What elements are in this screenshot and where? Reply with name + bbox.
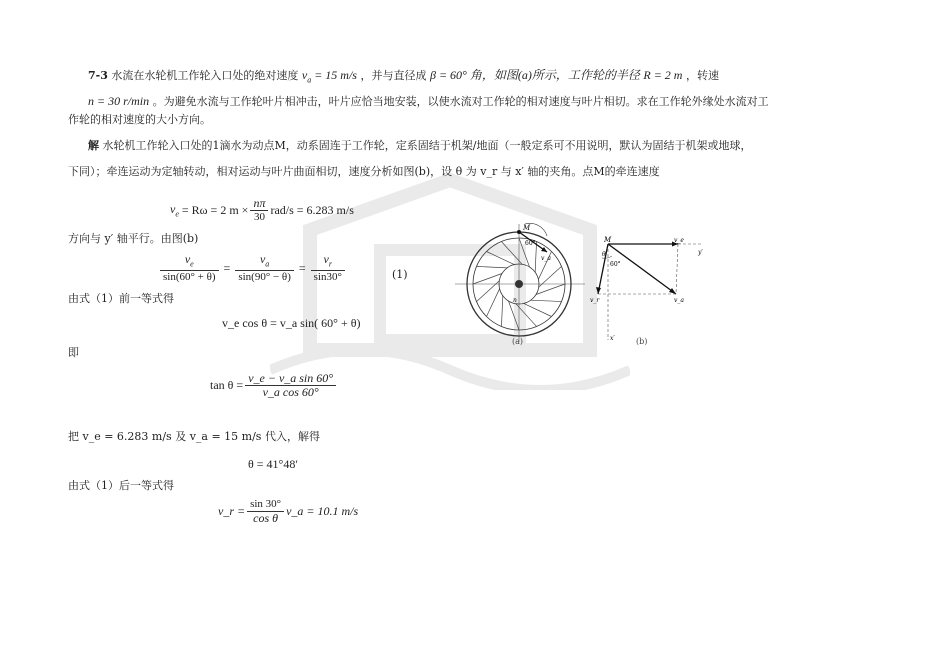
figure-a-caption: (a) bbox=[512, 337, 524, 346]
problem-line-2: n = 30 r/min 。为避免水流与工作轮叶片相冲击，叶片应恰当地安装，以使水流对工作轮的相对速度与叶片相切。求在工作轮外缘处水流对工 bbox=[88, 94, 769, 108]
direction-text: 方向与 y′ 轴平行。由图(b) bbox=[68, 232, 199, 245]
fig-b-label-y: y′ bbox=[698, 249, 703, 256]
from-eq1-first: 由式（1）前一等式得 bbox=[68, 292, 174, 305]
turbine-blade bbox=[531, 300, 562, 301]
equation-5: v_r = $\frac{\sin 30^\circ}{\text{cos θ}}$ v_a = 10.1 m/s bbox=[218, 498, 359, 525]
fig-b-label-m: M bbox=[604, 236, 612, 244]
fig-a-label-n: n bbox=[513, 297, 517, 304]
fig-a-label-va: v_a bbox=[541, 255, 551, 262]
equation-1-tag: (1) bbox=[392, 268, 408, 281]
ji-text: 即 bbox=[68, 346, 79, 359]
fig-b-label-ve: v_e bbox=[674, 237, 684, 244]
fig-b-label-theta: θ bbox=[602, 251, 606, 258]
figure-b-velocity-diagram bbox=[590, 236, 715, 344]
fig-b-label-va: v_a bbox=[674, 297, 684, 304]
substitution-text: 把 v_e = 6.283 m/s 及 v_a = 15 m/s 代入，解得 bbox=[68, 430, 320, 443]
turbine-blade bbox=[524, 303, 552, 316]
turbine-blade bbox=[477, 266, 508, 267]
equation-ve: $v_e$ = Rω = 2 m × $\frac{n\pi}{30}$ rad/s = 6.283 m/s bbox=[170, 196, 354, 223]
turbine-blade bbox=[487, 289, 500, 317]
equation-4: θ = 41°48′ bbox=[248, 457, 298, 471]
fig-b-label-vr: v_r bbox=[590, 297, 600, 304]
solution-line-2: 下同）；牵连运动为定轴转动，相对运动与叶片曲面相切，速度分析如图(b)，设 θ 为 v_r 与 x′ 轴的夹角。点M的牵连速度 bbox=[68, 165, 660, 178]
va-arrow bbox=[608, 244, 676, 294]
fig-a-label-angle: 60° bbox=[525, 240, 536, 247]
equation-2: v_e cos θ = v_a sin( 60° + θ) bbox=[222, 316, 361, 330]
figure-a-turbine-wheel bbox=[455, 222, 585, 344]
turbine-blade bbox=[501, 296, 502, 327]
solution-line-1: 解 水轮机工作轮入口处的1滴水为动点M，动系固连于工作轮，定系固结于机架/地面（一般定系可不用说明，默认为固结于机架或地球， bbox=[88, 139, 752, 152]
fig-b-label-x: x′ bbox=[610, 335, 615, 342]
fig-b-label-angle: 60° bbox=[610, 261, 621, 268]
turbine-blade bbox=[487, 252, 515, 265]
equation-1: $\frac{v_e}{\sin(60^\circ + \theta)}$ = $\frac{v_a}{\sin(90^\circ - \theta)}$ = $\frac{v_r}{\sin 30^\circ}$ bbox=[158, 253, 347, 284]
problem-line-3: 作轮的相对速度的大小方向。 bbox=[68, 113, 211, 126]
solution-label: 解 bbox=[88, 139, 99, 152]
problem-line-1: 7-3 水流在水轮机工作轮入口处的绝对速度 $v_a = 15$ m/s ，并与直径成 β = 60° 角，如图(a)所示，工作轮的半径 R = 2 m ，转速 bbox=[88, 68, 719, 85]
fig-a-label-m: M bbox=[523, 224, 531, 232]
figure-b-caption: (b) bbox=[636, 337, 648, 346]
problem-number: 7-3 bbox=[88, 69, 108, 82]
equation-3: tan θ = $\frac{\text{v\_e − v\_a sin 60°}}{\text{v\_a cos 60°}}$ bbox=[210, 372, 338, 399]
from-eq1-second: 由式（1）后一等式得 bbox=[68, 479, 174, 492]
